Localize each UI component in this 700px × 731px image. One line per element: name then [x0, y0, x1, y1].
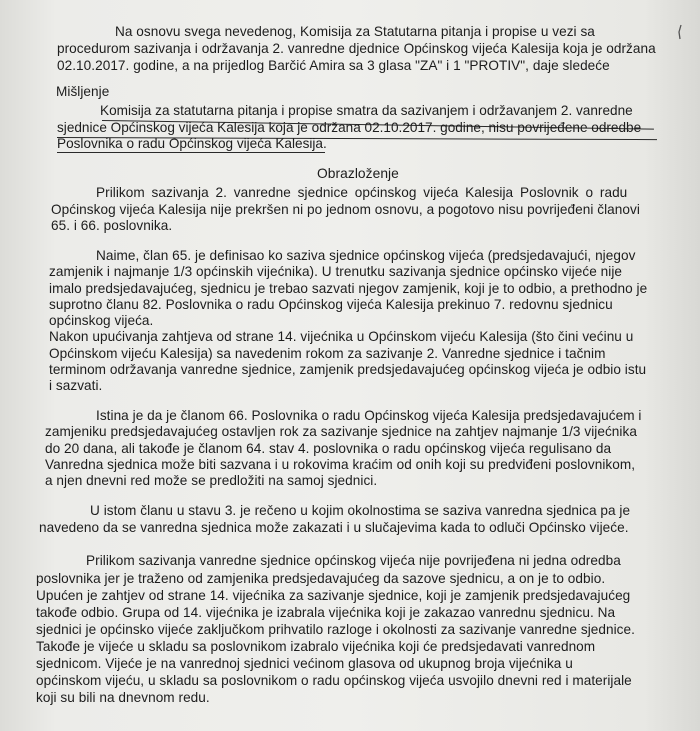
paragraph-2-line-1: Naime, član 65. je definisao ko saziva sjednice općinskog vijeća (predsjedavajući, njegov: [96, 248, 636, 263]
opinion-line-1: Komisija za statutarna pitanja i propise smatra da sazivanjem i održavanjem 2. vanredne: [100, 103, 633, 118]
intro-line-2: procedurom sazivanja i održavanja 2. vanredne djednice Općinskog vijeća Kalesija koja je održana: [57, 41, 656, 56]
reasoning-heading: Obrazloženje: [317, 166, 399, 181]
paragraph-5-line-6: Takođe je vijeće u skladu sa poslovnikom izabralo vijećnika koji će predsjedavati vanrednom: [36, 639, 596, 654]
intro-line-1: Na osnovu svega nevedenog, Komisija za Statutarna pitanja i propise u vezi sa: [115, 24, 595, 39]
opinion-underline-3: [57, 152, 325, 153]
paragraph-1-line-2: Općinskog vijeća Kalesija nije prekršen ni po jednom osnovu, a pogotovo nisu povrijeđeni članovi: [51, 202, 640, 217]
paragraph-2-line-4: suprotno članu 82. Poslovnika o radu Općinskog vijeća Kalesija prekinuo 7. redovnu sjednicu: [49, 297, 613, 312]
paragraph-2-line-6: Nakon upućivanja zahtjeva od strane 14. vijećnika u Općinskom vijeću Kalesija (što čini većinu u: [49, 329, 634, 344]
paragraph-5-line-5: sjednici je općinsko vijeće zaključkom prihvatilo razloge i okolnosti za sazivanje vanredne sjednice.: [36, 622, 635, 637]
paragraph-5-line-1: Prilikom sazivanja vanredne sjednice općinskog vijeća nije povrijeđena ni jedna odredba: [86, 553, 621, 568]
paragraph-3-line-1: Istina je da je članom 66. Poslovnika o radu Općinskog vijeća Kalesija predsjedavajućem i: [96, 408, 642, 423]
intro-line-3: 02.10.2017. godine, a na prijedlog Barčić Amira sa 3 glasa "ZA" i 1 "PROTIV", daje sledeće: [57, 58, 610, 73]
paragraph-5-line-3: Upućen je zahtjev od strane 14. vijećnika za sazivanje sjednice, koji je zamjenik predsjedavajućeg: [36, 588, 631, 603]
paragraph-3-line-3: do 20 dana, ali takođe je članom 64. stav 4. poslovnika o radu općinskog vijeća regulisano da: [45, 441, 612, 456]
paragraph-5-line-4: takođe odbio. Grupa od 14. vijećnika je izabrala vijećnika koji je zakazao vanrednu sjednicu. Na: [36, 605, 616, 620]
paragraph-2-line-3: imalo predsjedavajućeg, sjednicu je trebao sazvati njegov zamjenik, koji je to odbio, a prethodno je: [49, 281, 648, 296]
paragraph-2-line-5: općinskog vijeća.: [49, 313, 154, 328]
paragraph-5-line-7: sjednicom. Vijeće je na vanrednoj sjednici većinom glasova od ukupnog broja vijećnika u: [36, 656, 573, 671]
paragraph-3-line-4: Vanredna sjednica može biti sazvana i u rokovima kraćim od onih koji su predviđeni poslovnikom,: [45, 457, 636, 472]
paragraph-1-line-3: 65. i 66. poslovnika.: [51, 218, 173, 233]
paragraph-3-line-2: zamjeniku predsjedavajućeg ostavljen rok za sazivanje sjednice na zahtjev najmanje 1/3 vijećnika: [45, 424, 637, 439]
paragraph-4-line-1: U istom članu u stavu 3. je rečeno u kojim okolnostima se saziva vanredna sjednica pa je: [90, 503, 631, 518]
paragraph-5-line-2: poslovnika jer je traženo od zamjenika predsjedavajućeg da sazove sjednicu, a on je to odbio.: [36, 571, 606, 586]
paragraph-3-line-5: a njen dnevni red može se predložiti na samoj sjednici.: [45, 473, 378, 488]
pen-mark-icon: [676, 24, 684, 40]
opinion-heading: Mišljenje: [56, 84, 110, 99]
paragraph-2-line-2: zamjenik i najmanje 1/3 općinskih vijećnika). U trenutku sazivanja sjednice općinsko vijeće nije: [49, 264, 622, 279]
paragraph-5-line-9: koji su bili na dnevnom redu.: [36, 690, 210, 705]
opinion-line-2: sjednice Općinskog vijeća Kalesija koja je održana 02.10.2017. godine, nisu povrijeđene odredbe: [57, 120, 642, 135]
paragraph-5-line-8: općinskom vijeću, u skladu sa poslovnikom o radu općinskog vijeća usvojilo dnevni red i materijale: [36, 673, 632, 688]
paragraph-2-line-7: Općinskom vijeću Kalesija) sa navedenim rokom za sazivanje 2. Vanredne sjednice i tačnim: [49, 346, 606, 361]
paragraph-1-line-1: Prilikom sazivanja 2. vanredne sjednice općinskog vijeća Kalesija Poslovnik o radu: [96, 185, 628, 200]
paragraph-2-line-9: i sazvati.: [49, 378, 103, 393]
opinion-line-3: Poslovnika o radu Općinskog vijeća Kalesija.: [57, 136, 327, 151]
paragraph-4-line-2: navedeno da se vanredna sjednica može zakazati i u slučajevima kada to odluči Općinsko vijeće.: [39, 520, 629, 535]
paragraph-2-line-8: terminom održavanja vanredne sjednice, zamjenik predsjedavajućeg općinskog vijeća je odbio istu: [49, 362, 647, 377]
